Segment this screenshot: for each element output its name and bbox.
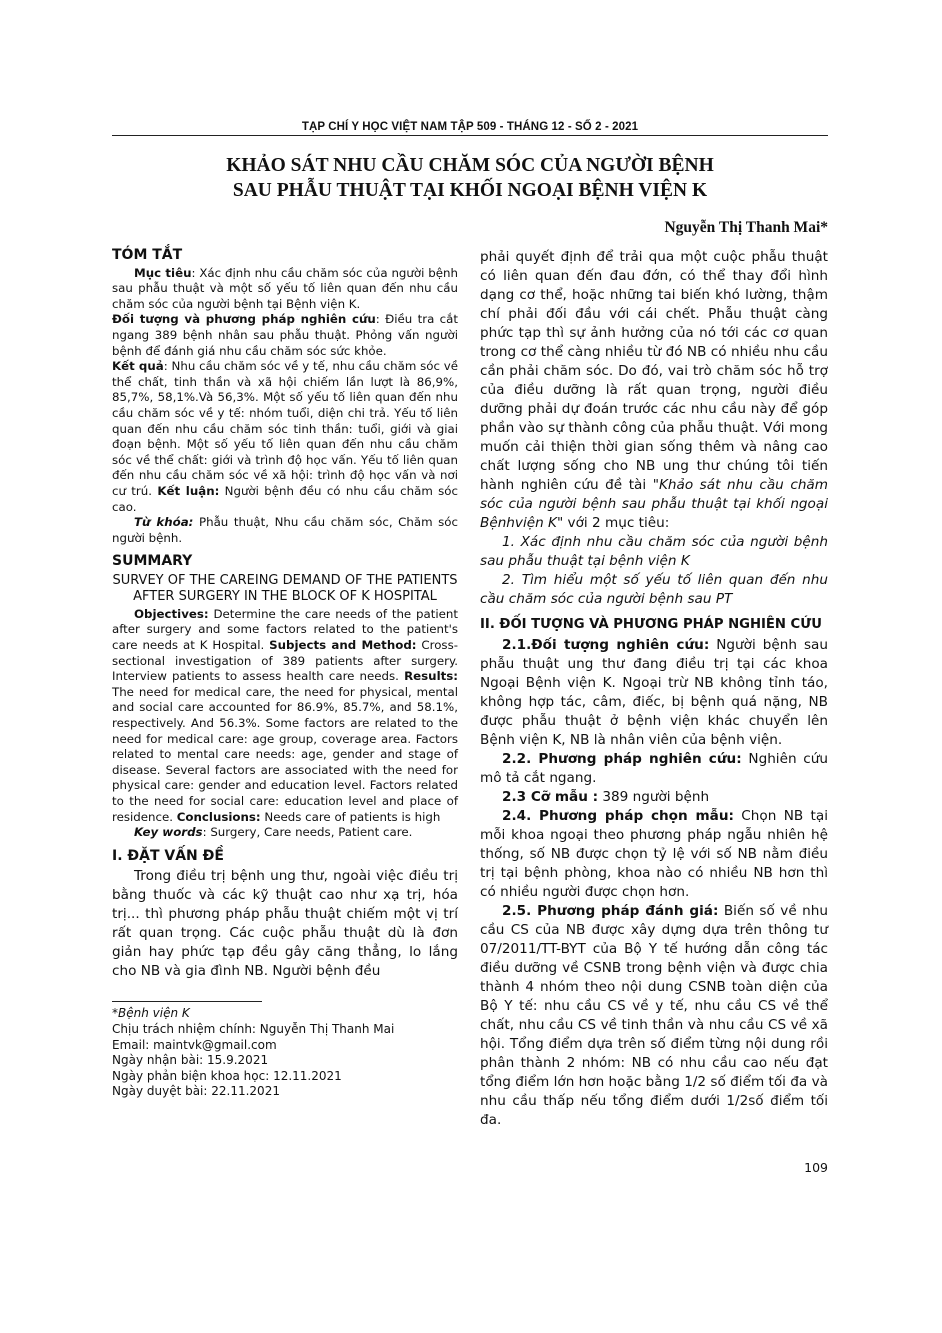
section-1-heading: I. ĐẶT VẤN ĐỀ: [112, 847, 224, 864]
label-conclusion-vi: Kết luận:: [157, 483, 220, 498]
left-column: [112, 248, 458, 1100]
text-objectives-vi: : Xác định nhu cầu chăm sóc của người bệnh sau phẫu thuật và một số yếu tố liên quan đến nhu cầu chăm sóc của người bệnh tại Bệnh viện K.: [112, 265, 458, 311]
title-line-2: SAU PHẪU THUẬT TẠI KHỐI NGOẠI BỆNH VIỆN K: [232, 180, 708, 201]
footnote-received: Ngày nhận bài: 15.9.2021: [112, 1053, 269, 1068]
page-number: 109: [804, 1160, 828, 1175]
label-methods-en: Subjects and Method:: [269, 638, 417, 653]
right-column: [480, 248, 828, 1130]
footnote-accepted: Ngày duyệt bài: 22.11.2021: [112, 1084, 280, 1099]
label-2-4: 2.4. Phương pháp chọn mẫu:: [502, 808, 734, 824]
section-2-heading: II. ĐỐI TƯỢNG VÀ PHƯƠNG PHÁP NGHIÊN CỨU: [480, 617, 822, 632]
text-conclusion-en: Needs care of patients is high: [260, 809, 441, 824]
text-2-4: Chọn NB tại mỗi khoa ngoại theo phương pháp ngẫu nhiên hệ thống, số NB được chọn tỷ lệ với số NB nằm điều trị tại bệnh phòng, khoa nào có nhiều NB hơn thì có nhiều người được chọn hơn.: [480, 808, 828, 900]
abstract-vi-methods: [112, 312, 458, 359]
footnote-rule: [112, 1001, 262, 1002]
footnote-email: Email: maintvk@gmail.com: [112, 1037, 277, 1052]
text-2-3: 389 người bệnh: [598, 789, 710, 805]
label-methods-vi: Đối tượng và phương pháp nghiên cứu: [112, 312, 376, 327]
text-methods-en: Cross-sectional investigation of 389 patients after surgery. Interview patients to assess health care needs.: [112, 638, 458, 684]
section-1-paragraph: Trong điều trị bệnh ung thư, ngoài việc điều trị bằng thuốc và các kỹ thuật cao như xạ trị, hóa trị... thì phương pháp phẫu thuật chiếm một vị trí rất quan trọng. Các cuộc phẫu thuật dù là đơn giản hay phức tạp đều gây căng thẳng, lo lắng cho NB và gia đình NB. Người bệnh đều: [112, 868, 458, 980]
abstract-vi-heading: TÓM TẮT: [112, 247, 183, 263]
label-2-3: 2.3 Cỡ mẫu :: [502, 789, 599, 805]
label-objectives-en: Objectives:: [134, 606, 209, 621]
footnote-responsible: Chịu trách nhiệm chính: Nguyễn Thị Thanh Mai: [112, 1021, 395, 1036]
text-2-5: Biến số về nhu cầu CS của NB được xây dựng dựa trên thông tư 07/2011/TT-BYT của Bộ Y tế hướng dẫn công tác điều dưỡng về CSNB trong bệnh viện và được chia thành 4 nhóm theo nội dung CSNB toàn diện của Bộ Y tế: nhu cầu CS về y tế, nhu cầu CS về thể chất, nhu cầu CS về tinh thần và nhu cầu CS về xã hội. Tổng điểm dựa trên số điểm từng nội dung rồi phân thành 2 nhóm: NB có nhu cầu cao nếu đạt tổng điểm lớn hơn hoặc bằng 1/2 số điểm tối đa và nhu cầu thấp nếu tổng điểm dưới 1/2số điểm tối đa.: [480, 903, 828, 1128]
label-2-2: 2.2. Phương pháp nghiên cứu:: [502, 751, 742, 767]
text-results-vi: : Nhu cầu chăm sóc về y tế, nhu cầu chăm sóc về thể chất, tinh thần và xã hội chiếm lần lượt là 86,9%, 85,7%, 58,1%.Và 56,3%. Một số yếu tố liên quan đến nhu cầu chăm sóc về y tế: nhóm tuổi, diện chi trả. Yếu tố liên quan đến nhu cầu chăm sóc tinh thần: tuổi, giới và giai đoạn bệnh. Một số yếu tố liên quan đến nhu cầu chăm sóc về thể chất: giới và trình độ học vấn. Yếu tố liên quan đến nhu cầu chăm sóc về xã hội: trình độ học vấn và nơi cư trú.: [112, 359, 458, 498]
label-keywords-vi: Từ khóa:: [134, 515, 194, 530]
study-topic: "Khảo sát nhu cầu chăm sóc của người bệnh sau phẫu thuật tại khối ngoại Bệnhviện K": [480, 477, 829, 531]
abstract-en-keywords: [112, 825, 458, 841]
footnote-affiliation: *Bệnh viện K: [112, 1006, 190, 1021]
aim-2: 2. Tìm hiểu một số yếu tố liên quan đến nhu cầu chăm sóc của người bệnh sau PT: [480, 572, 828, 607]
label-2-1: 2.1.Đối tượng nghiên cứu:: [502, 637, 710, 653]
author-name: Nguyễn Thị Thanh Mai*: [664, 219, 828, 236]
label-keywords-en: Key words: [134, 825, 203, 840]
section-2-1: [480, 636, 828, 750]
text-results-en: The need for medical care, the need for physical, mental and social care accounted for 86.9%, 85.7%, and 58.1%, respectively. And 56.3%. Some factors are related to the need for medical care: age group, coverage area. Factors related to mental care needs: age, gender and stage of disease. Several factors are associated with the need for physical care: gender and education level. Factors related to the need for social care: education level and place of residence.: [112, 684, 458, 824]
footnotes: [112, 1006, 458, 1100]
section-2-2: [480, 750, 828, 788]
footnote-reviewed: Ngày phản biện khoa học: 12.11.2021: [112, 1068, 342, 1083]
abstract-vi-keywords: [112, 515, 458, 546]
header-rule: [112, 135, 828, 136]
section-2-3: [480, 788, 828, 807]
text-section-1-cont: phải quyết định để trải qua một cuộc phẫu thuật có liên quan đến đau đớn, có thể thay đổi hình dạng cơ thể, hoặc những tai biến khó lường, thậm chí phải đối đầu với cái chết. Phẫu thuật càng phức tạp thì sự ảnh hưởng của nó tới các cơ quan trong cơ thể càng nhiều từ đó NB có nhiều nhu cầu cần phải chăm sóc. Do đó, vai trò chăm sóc hỗ trợ của điều dưỡng là rất quan trọng, người điều dưỡng phải dự đoán trước các nhu cầu này để góp phần vào sự thành công của phẫu thuật. Với mong muốn cải thiện thời gian sống thêm và nâng cao chất lượng sống cho NB ung thư chúng tôi tiến hành nghiên cứu đề tài: [480, 249, 828, 493]
text-objectives-en: Determine the care needs of the patient after surgery and some factors related to the patient's care needs at K Hospital.: [112, 606, 458, 653]
abstract-vi-results: [112, 359, 458, 515]
abstract-en-heading: SUMMARY: [112, 553, 193, 570]
text-methods-vi: : Điều tra cắt ngang 389 bệnh nhân sau phẫu thuật. Phỏng vấn người bệnh để đánh giá nhu cầu chăm sóc sức khỏe.: [112, 312, 458, 358]
text-2-2: Nghiên cứu mô tả cắt ngang.: [480, 751, 828, 786]
label-objectives-vi: Mục tiêu: [134, 265, 192, 280]
journal-header: TẠP CHÍ Y HỌC VIỆT NAM TẬP 509 - THÁNG 12 - SỐ 2 - 2021: [301, 121, 639, 133]
abstract-vi-objectives: [112, 266, 458, 313]
section-2-5: [480, 902, 828, 1130]
section-1-continuation: [480, 248, 828, 533]
title-line-1: KHẢO SÁT NHU CẦU CHĂM SÓC CỦA NGƯỜI BỆNH: [226, 155, 714, 176]
section-2-4: [480, 807, 828, 902]
text-2-1: Người bệnh sau phẫu thuật ung thư đang điều trị tại các khoa Ngoại Bệnh viện K. Ngoại trừ NB không tỉnh táo, không hợp tác, câm, điếc, bị bệnh quá nặng, NB được phẫu thuật ở bệnh viện khác chuyển lên Bệnh viện K, NB là nhân viên của bệnh viện.: [480, 637, 828, 748]
label-2-5: 2.5. Phương pháp đánh giá:: [502, 903, 719, 919]
label-conclusion-en: Conclusions:: [176, 809, 261, 824]
paper-title: [112, 153, 828, 203]
aim-1: 1. Xác định nhu cầu chăm sóc của người bệnh sau phẫu thuật tại bệnh viện K: [480, 534, 828, 569]
text-keywords-vi: Phẫu thuật, Nhu cầu chăm sóc, Chăm sóc người bệnh.: [112, 515, 458, 545]
text-conclusion-vi: Người bệnh đều có nhu cầu chăm sóc cao.: [112, 483, 458, 514]
label-results-en: Results:: [404, 669, 458, 684]
label-results-vi: Kết quả: [112, 359, 164, 374]
abstract-en-title: SURVEY OF THE CAREING DEMAND OF THE PATIENTS AFTER SURGERY IN THE BLOCK OF K HOSPITAL: [112, 572, 458, 604]
text-keywords-en: : Surgery, Care needs, Patient care.: [202, 825, 413, 840]
abstract-en-body: [112, 607, 458, 825]
text-topic-tail: với 2 mục tiêu:: [563, 515, 670, 531]
